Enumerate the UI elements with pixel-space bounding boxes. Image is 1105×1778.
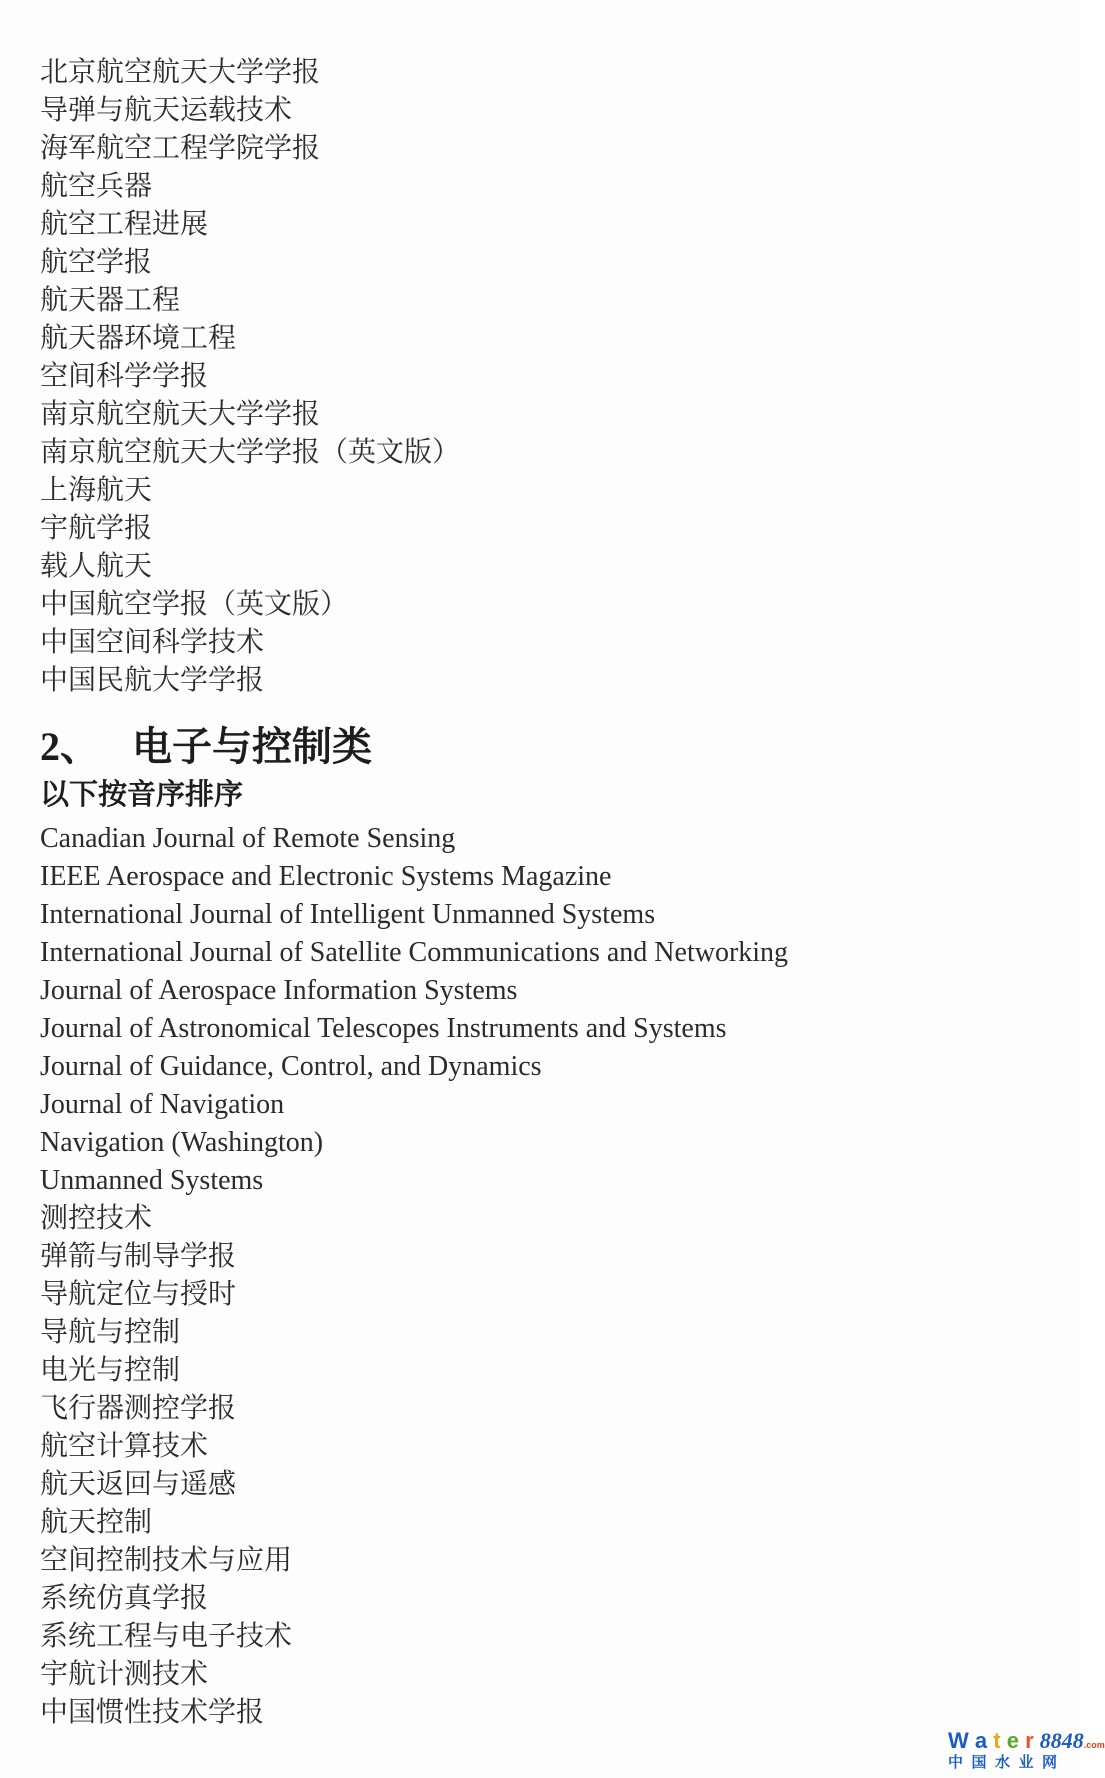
logo-letter: r [1025,1728,1034,1753]
journal-list-item: 空间科学学报 [40,361,209,392]
section-number: 2、 [40,724,100,769]
journal-list-item: International Journal of Intelligent Unmanned Systems [40,899,656,930]
journal-list-item: Journal of Navigation [40,1089,285,1120]
section-title: 电子与控制类 [132,724,372,769]
journal-list-item: 中国民航大学学报 [40,665,265,696]
journal-list-item: Unmanned Systems [40,1165,264,1196]
journal-list-item: 载人航天 [40,551,153,582]
journal-list-item: 航空计算技术 [40,1431,209,1462]
journal-list-item: 测控技术 [40,1203,153,1234]
journal-list-item: Journal of Guidance, Control, and Dynamics [40,1051,542,1082]
sort-order-note: 以下按音序排序 [40,779,244,811]
logo-wordmark [948,1728,1105,1753]
journal-list-item: 弹箭与制导学报 [40,1241,237,1272]
journal-list-item: 南京航空航天大学学报（英文版） [40,437,461,468]
logo-letter: a [974,1728,988,1753]
journal-list-item: 北京航空航天大学学报 [40,57,321,88]
logo-site-name-cn: 中国水业网 [948,1754,1066,1771]
journal-list-item: International Journal of Satellite Communications and Networking [40,937,789,968]
journal-list-item: 电光与控制 [40,1355,181,1386]
water8848-logo [948,1728,1105,1771]
journal-list-item: 中国惯性技术学报 [40,1697,265,1728]
logo-number-8848: 8848 [1039,1728,1084,1753]
journal-list-item: 空间控制技术与应用 [40,1545,293,1576]
journal-list-item: 上海航天 [40,475,153,506]
journal-list-item: 南京航空航天大学学报 [40,399,321,430]
journal-list-item: 航天控制 [40,1507,153,1538]
journal-list-item: 宇航计测技术 [40,1659,209,1690]
journal-list-item: 系统工程与电子技术 [40,1621,293,1652]
journal-list-item: 导弹与航天运载技术 [40,95,293,126]
logo-letter: e [1006,1728,1019,1753]
journal-list-item: 中国空间科学技术 [40,627,265,658]
journal-list-item: 航空工程进展 [40,209,209,240]
journal-list-item: 航空兵器 [40,171,153,202]
journal-list-aerospace [0,0,1080,700]
journal-list-item: Canadian Journal of Remote Sensing [40,823,456,854]
journal-list-item: 飞行器测控学报 [40,1393,237,1424]
section-heading [40,720,1080,774]
journal-list-item: Navigation (Washington) [40,1127,324,1158]
journal-list-item: 中国航空学报（英文版） [40,589,349,620]
journal-list-item: 航天器环境工程 [40,323,237,354]
logo-letter: t [993,1728,1001,1753]
journal-list-electronics-control [0,816,1080,1732]
journal-list-item: Journal of Aerospace Information Systems [40,975,518,1006]
journal-list-item: 导航与控制 [40,1317,181,1348]
journal-list-item: 海军航空工程学院学报 [40,133,321,164]
journal-list-item: 系统仿真学报 [40,1583,209,1614]
journal-list-item: 导航定位与授时 [40,1279,237,1310]
journal-list-item: IEEE Aerospace and Electronic Systems Magazine [40,861,612,892]
journal-list-item: 航天器工程 [40,285,181,316]
logo-tld-com: .com [1083,1740,1105,1750]
journal-list-item: 航天返回与遥感 [40,1469,237,1500]
logo-letter: W [948,1728,969,1753]
journal-list-item: 航空学报 [40,247,153,278]
journal-list-item: Journal of Astronomical Telescopes Instruments and Systems [40,1013,727,1044]
journal-list-item: 宇航学报 [40,513,153,544]
logo-word-water [948,1728,1040,1753]
